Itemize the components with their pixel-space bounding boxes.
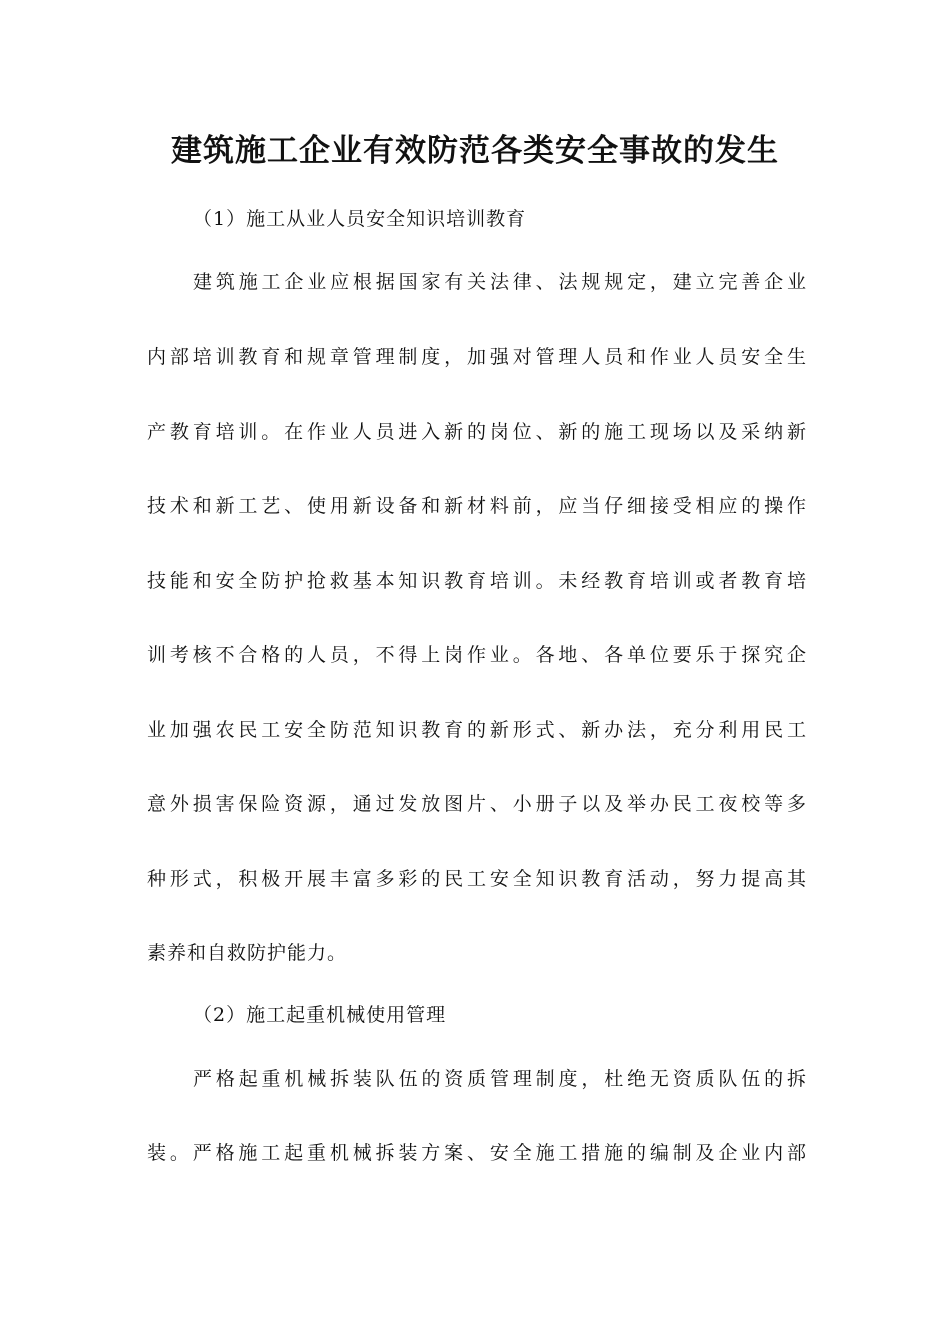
section-1-heading: （1）施工从业人员安全知识培训教育 [193, 208, 527, 230]
paragraph-line: 内部培训教育和规章管理制度，加强对管理人员和作业人员安全生 [147, 346, 807, 368]
document-title: 建筑施工企业有效防范各类安全事故的发生 [171, 133, 779, 169]
paragraph-line: 装。严格施工起重机械拆装方案、安全施工措施的编制及企业内部 [147, 1142, 807, 1164]
paragraph-line: 产教育培训。在作业人员进入新的岗位、新的施工现场以及采纳新 [147, 421, 807, 443]
paragraph-line: 业加强农民工安全防范知识教育的新形式、新办法，充分利用民工 [147, 719, 807, 741]
paragraph-line: 建筑施工企业应根据国家有关法律、法规规定，建立完善企业 [193, 271, 807, 293]
paragraph-line: 素养和自救防护能力。 [147, 942, 348, 964]
paragraph-line: 意外损害保险资源，通过发放图片、小册子以及举办民工夜校等多 [147, 793, 807, 815]
paragraph-line: 训考核不合格的人员，不得上岗作业。各地、各单位要乐于探究企 [147, 644, 807, 666]
section-2-heading: （2）施工起重机械使用管理 [193, 1004, 447, 1026]
paragraph-line: 技能和安全防护抢救基本知识教育培训。未经教育培训或者教育培 [147, 570, 807, 592]
paragraph-line: 种形式，积极开展丰富多彩的民工安全知识教育活动，努力提高其 [147, 868, 807, 890]
paragraph-line: 技术和新工艺、使用新设备和新材料前，应当仔细接受相应的操作 [147, 495, 807, 517]
paragraph-line: 严格起重机械拆装队伍的资质管理制度，杜绝无资质队伍的拆 [193, 1068, 807, 1090]
